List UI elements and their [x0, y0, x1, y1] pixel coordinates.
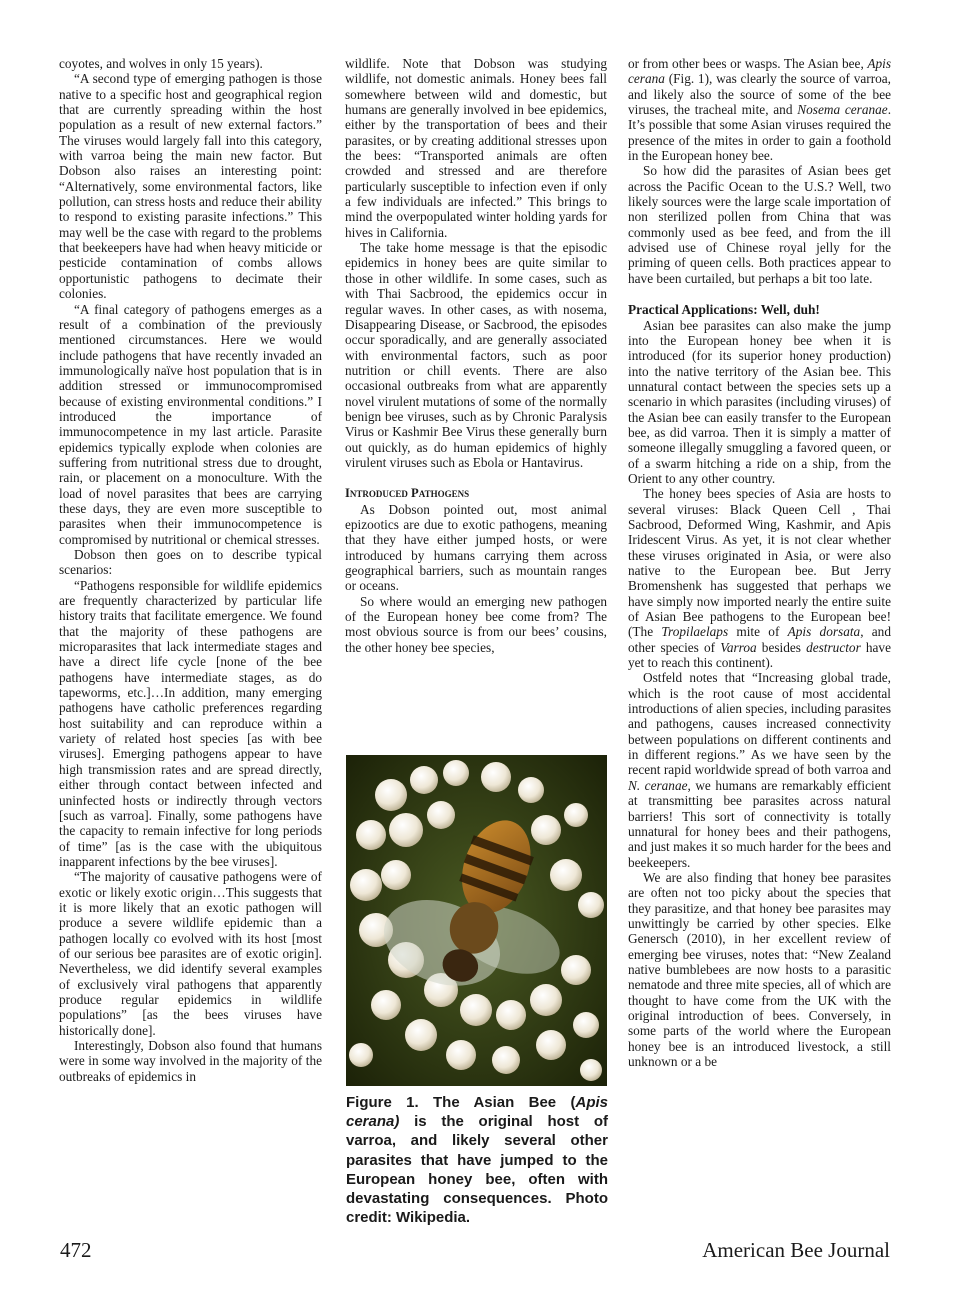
- text-run: Ostfeld notes that “Increasing global trade, which is the root cause of most accidental introductions of alien species, including parasites and pathogens, causes increased connectivity between populations on different continents and in different regions.” As we have seen by the recent rapid worldwide spread of both varroa and: [628, 670, 891, 778]
- text-run: mite of: [728, 624, 788, 640]
- text-run: The honey bees species of Asia are hosts to several viruses: Black Queen Cell , Thai Sacbrood, Deformed Wing, Kashmir, and Apis Iridescent Virus. As yet, it is not clear whether these viruses originated in Asia, or were also native to the European bee. But Jerry Bromenshenk has suggested that perhaps we have simply now imported nearly the entire suite of Asian Bee pathogens to the European bee! (The: [628, 486, 891, 640]
- paragraph: Asian bee parasites can also make the jump into the European honey bee when it is introduced (for its superior honey production) into the native territory of the Asian bee. This unnatural contact between the species sets up a scenario in which parasites (including viruses) of the Asian bee can easily transfer to the European bee, as did varroa. Then it is simply a matter of someone illegally smuggling a favored queen, or of a swarm hitching a ride on a ship, from the Orient to any other country.: [628, 317, 891, 486]
- text-run: (Fig. 1), was clearly the source of varroa, and likely also the source of some of the bee viruses, the tracheal mite, and: [628, 71, 891, 118]
- page-number: 472: [60, 1238, 92, 1262]
- text-column-right: [628, 56, 891, 1226]
- species-name: Apis dorsata: [787, 624, 861, 640]
- paragraph: “Pathogens responsible for wildlife epidemics are frequently characterized by particular life history traits that facilitate emergence. We found that the majority of these pathogens are microparasites that lack intermediate stages and have a direct life cycle [none of the bee pathogens have intermediate stages, as do tapeworms, etc.]…In addition, many emerging pathogens have catholic preferences regarding host suitability and can reproduce within a variety of related host species [as with bee viruses]. Emerging pathogens appear to have high transmission rates and are spread directly, either through contact between infected and uninfected hosts or indirectly through vectors [such as varroa]. Finally, some pathogens have the capacity to remain infective for long periods of time” [as is the case with the ubiquitous inapparent infections by the bee viruses].: [59, 577, 322, 869]
- paragraph: [628, 670, 891, 869]
- text-run: besides: [756, 639, 807, 655]
- species-name: destructor: [806, 639, 861, 655]
- paragraph: So how did the parasites of Asian bees get across the Pacific Ocean to the U.S.? Well, two likely sources were the large scale importation of non sterilized pollen from China that was commonly used as bee feed, and from the ill advised use of Chinese royal jelly for the priming of queen cells. Both practices appear to have been curtailed, but perhaps a bit too late.: [628, 163, 891, 286]
- text-run: , and other species of: [628, 624, 891, 655]
- paragraph: wildlife. Note that Dobson was studying wildlife, not domestic animals. Honey bees fall somewhere between wild and domestic, but humans are generally involved in bee epidemics, either by the transportation of bees and their parasites, or by creating additional stresses upon the bees: “Transported animals are often crowded and stressed and are therefore particularly susceptible to infection even if only a few individuals are infected.” This brings to mind the overpopulated winter holding yards for hives in California.: [345, 56, 607, 240]
- section-heading: Introduced Pathogens: [345, 486, 470, 501]
- caption-species: Apis cerana): [346, 1094, 608, 1131]
- section-heading: Practical Applications: Well, duh!: [628, 302, 820, 318]
- text-run: have yet to reach this continent).: [628, 639, 891, 671]
- text-column-left: [59, 56, 322, 1226]
- asian-bee-photo: [346, 755, 607, 1086]
- species-name: Tropilaelaps: [661, 624, 729, 640]
- text-run: , we humans are remarkably efficient at transmitting bee parasites across natural barriers! This sort of connectivity is totally unnatural for honey bees and their pathogens, and just makes it so much harder for the bees and beekeepers.: [628, 777, 891, 870]
- paragraph: “The majority of causative pathogens were of exotic or likely exotic origin…This suggests that it is more likely that an exotic pathogen will produce a severe wildlife epidemic than a pathogen locally co evolved with its host [most of our serious bee parasites are of exotic origin]. Nevertheless, we did identify several examples of exclusively viral pathogens that apparently produce regular epidemics in wildlife populations” [as the bees viruses have historically done].: [59, 869, 322, 1038]
- paragraph: As Dobson pointed out, most animal epizootics are due to exotic pathogens, meaning that they have either jumped hosts, or were introduced by humans carrying them across geographical barriers, such as mountain ranges or oceans.: [345, 501, 607, 594]
- paragraph: Dobson then goes on to describe typical scenarios:: [59, 547, 322, 578]
- species-name: Nosema ceranae: [797, 102, 888, 118]
- paragraph: [628, 486, 891, 670]
- paragraph: We are also finding that honey bee parasites are often not too picky about the species that they parasitize, and that honey bee parasites may unwittingly be carried by other species. Elke Genersch (2010), in her excellent review of emerging bee viruses, notes that: “New Zealand native bumblebees are now hosts to a parasitic nematode and three mite species, all of which are thought to have come from the UK with the original introduction of bees. Conversely, in some parts of the world where the European honey bee is an introduced livestock, a still unknown or a be: [628, 869, 891, 1069]
- paragraph: “A second type of emerging pathogen is those native to a specific host and geographical region that are currently spreading within the host population as a result of new external factors.” The viruses would largely fall into this category, with varroa being the main new factor. But Dobson also raises an interesting point: “Alternatively, some environmental factors, like pollution, can stress hosts and reduce their ability to respond to existing parasite infections.” This may well be the case with regard to the problems that beekeepers have had when heavy miticide or pesticide contamination of combs allows opportunistic pathogens to decimate their colonies.: [59, 71, 322, 302]
- text-run: . It’s possible that some Asian viruses required the presence of the mites in order to gain a foothold in the European honey bee.: [628, 102, 892, 164]
- species-name: Varroa: [720, 639, 757, 655]
- figure-caption: [346, 1093, 608, 1227]
- paragraph: Interestingly, Dobson also found that humans were in some way involved in the majority of the outbreaks of epidemics in: [59, 1038, 322, 1084]
- journal-name: American Bee Journal: [702, 1238, 890, 1262]
- paragraph: [628, 56, 891, 163]
- paragraph: coyotes, and wolves in only 15 years).: [59, 56, 263, 71]
- caption-prefix: Figure 1. The Asian Bee (: [346, 1094, 576, 1111]
- text-column-middle: [345, 56, 607, 655]
- paragraph: The take home message is that the episodic epidemics in honey bees are quite similar to those in other wildlife. In some cases, such as with Thai Sacbrood, the epidemics occur in regular waves. In other cases, as with nosema, Disappearing Disease, or Sacbrood, the episodes occur sporadically, and are generally associated with environmental factors, such as poor nutrition or chill events. There are also occasional outbreaks from what are apparently novel virulent mutations of some of the normally benign bee viruses, such as by Chronic Paralysis Virus or Kashmir Bee Virus these generally burn out quickly, as do human epidemics of highly virulent viruses such as Ebola or Hantavirus.: [345, 240, 607, 470]
- species-name: Apis cerana: [628, 56, 891, 87]
- paragraph: “A final category of pathogens emerges as a result of a combination of the previously mentioned circumstances. Here we would include pathogens that have recently invaded an immunologically naïve host population that is in addition stressed or immunocompromised because of existing environmental conditions.” I introduced the importance of immunocompetence in my last article. Parasite epidemics typically explode when colonies are suffering from nutritional stress due to drought, rain, or placement on a monoculture. With the load of novel parasites that bees are carrying these days, they are even more susceptible to parasites when their immunocompetence is compromised by nutritional or chemical stresses.: [59, 301, 322, 547]
- paragraph: So where would an emerging new pathogen of the European honey bee come from? The most obvious source is from our bees’ cousins, the other honey bee species,: [345, 593, 607, 655]
- species-name: N. ceranae: [628, 777, 688, 793]
- text-run: or from other bees or wasps. The Asian bee,: [628, 56, 868, 71]
- caption-rest: is the original host of varroa, and likely several other parasites that have jumped to the European honey bee, often with devastating consequences. Photo credit: Wikipedia.: [346, 1113, 608, 1227]
